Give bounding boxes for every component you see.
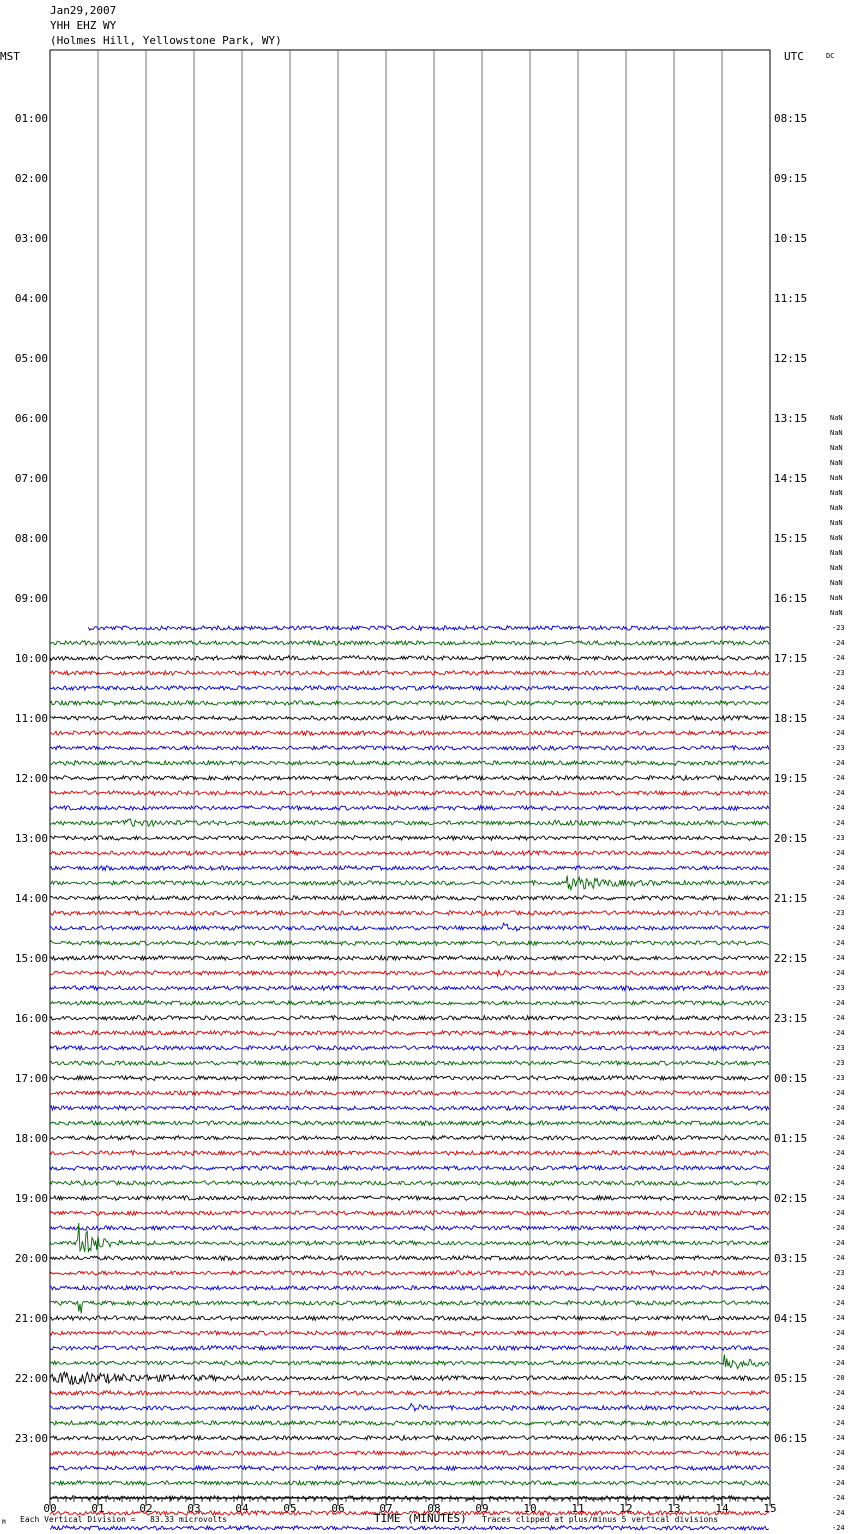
seismic-trace [50,686,769,691]
utc-hour-label: 08:15 [774,112,808,125]
trace-right-value: -24 [832,1029,845,1037]
seismic-trace [50,731,769,736]
trace-right-value: -24 [832,1299,845,1307]
x-tick-label: 11 [571,1502,585,1515]
seismic-trace [50,1226,769,1231]
trace-right-value: -24 [832,1389,845,1397]
x-tick-label: 14 [715,1502,729,1515]
trace-right-value: -24 [832,1119,845,1127]
seismic-trace [50,1211,769,1216]
trace-right-value: -24 [832,999,845,1007]
mst-hour-label: 16:00 [14,1012,48,1025]
seismic-trace [50,641,769,646]
trace-right-value: -24 [832,1149,845,1157]
trace-right-value: -23 [832,909,845,917]
utc-hour-label: 22:15 [774,952,808,965]
utc-hour-label: 02:15 [774,1192,808,1205]
mst-hour-label: 15:00 [14,952,48,965]
trace-right-value: -24 [832,1419,845,1427]
utc-hour-label: 04:15 [774,1312,808,1325]
trace-right-value: -24 [832,1014,845,1022]
trace-right-value: -24 [832,819,845,827]
trace-right-value: -23 [832,1269,845,1277]
clip-note: Traces clipped at plus/minus 5 vertical divisions [482,1515,719,1524]
seismic-trace [50,836,769,841]
seismic-trace [50,941,769,946]
seismic-trace [50,956,769,961]
corner-mark: M [2,1519,6,1526]
trace-right-value: -24 [832,1509,845,1517]
trace-right-value: -24 [832,1404,845,1412]
x-tick-label: 10 [523,1502,537,1515]
utc-hour-label: 00:15 [774,1072,808,1085]
scale-note: Each Vertical Division = 83.33 microvolts [20,1515,228,1524]
mst-hour-label: 08:00 [14,532,48,545]
mst-hour-label: 12:00 [14,772,48,785]
seismic-trace [50,1106,769,1111]
seismic-trace [50,746,769,751]
seismic-trace [50,701,769,706]
x-axis-title: TIME (MINUTES) [374,1512,467,1525]
trace-right-value: -24 [832,639,845,647]
trace-right-value: -23 [832,1044,845,1052]
trace-right-value: -24 [832,1494,845,1502]
x-tick-label: 03 [187,1502,201,1515]
seismic-trace [50,1404,769,1411]
seismic-trace [50,1166,769,1171]
seismic-trace [50,911,769,916]
seismic-trace [50,851,769,856]
seismic-trace [50,896,769,901]
mst-hour-label: 11:00 [14,712,48,725]
x-tick-label: 12 [619,1502,633,1515]
trace-right-value: -24 [832,954,845,962]
header-location: (Holmes Hill, Yellowstone Park, WY) [50,34,282,47]
trace-right-value: -24 [832,1134,845,1142]
seismic-trace [50,656,769,661]
seismic-trace [50,1451,769,1456]
x-tick-label: 06 [331,1502,345,1515]
seismic-trace [50,761,769,766]
seismic-trace [50,866,769,871]
seismic-trace [50,1271,769,1276]
seismic-trace [50,876,769,890]
seismic-trace [50,1016,769,1021]
utc-hour-label: 16:15 [774,592,808,605]
seismic-trace [50,1481,769,1486]
nan-label: NaN [830,594,843,602]
trace-right-value: -24 [832,939,845,947]
corner-label: DC [826,52,835,60]
trace-right-value: -24 [832,1284,845,1292]
trace-right-value: -24 [832,1344,845,1352]
seismic-trace [50,716,769,721]
seismic-trace [50,1121,769,1126]
trace-right-value: -23 [832,624,845,632]
trace-right-value: -24 [832,1524,845,1532]
x-tick-label: 05 [283,1502,297,1515]
right-axis-title: UTC [784,50,804,63]
trace-right-value: -23 [832,744,845,752]
trace-right-value: -24 [832,684,845,692]
utc-hour-label: 23:15 [774,1012,808,1025]
nan-label: NaN [830,429,843,437]
mst-hour-label: 04:00 [14,292,48,305]
seismic-trace [50,1196,769,1201]
nan-label: NaN [830,459,843,467]
utc-hour-label: 05:15 [774,1372,808,1385]
trace-right-value: -24 [832,894,845,902]
mst-hour-label: 05:00 [14,352,48,365]
nan-label: NaN [830,504,843,512]
trace-right-value: -24 [832,1479,845,1487]
x-tick-label: 08 [427,1502,441,1515]
utc-hour-label: 15:15 [774,532,808,545]
utc-hour-label: 01:15 [774,1132,808,1145]
seismic-trace [50,1076,769,1081]
trace-right-value: -24 [832,1359,845,1367]
utc-hour-label: 10:15 [774,232,808,245]
trace-right-value: -24 [832,1224,845,1232]
x-tick-label: 01 [91,1502,105,1515]
nan-label: NaN [830,564,843,572]
utc-hour-label: 03:15 [774,1252,808,1265]
seismic-trace [50,1091,769,1096]
seismic-trace [50,986,769,991]
nan-label: NaN [830,549,843,557]
seismic-trace [50,776,769,781]
utc-hour-label: 14:15 [774,472,808,485]
seismic-trace [50,1526,769,1531]
x-tick-label: 00 [43,1502,57,1515]
nan-label: NaN [830,579,843,587]
trace-right-value: -24 [832,969,845,977]
seismic-trace [50,819,769,826]
utc-hour-label: 12:15 [774,352,808,365]
mst-hour-label: 10:00 [14,652,48,665]
mst-hour-label: 06:00 [14,412,48,425]
nan-label: NaN [830,414,843,422]
nan-label: NaN [830,489,843,497]
trace-right-value: -23 [832,834,845,842]
trace-right-value: -24 [832,1089,845,1097]
seismic-trace [50,806,769,811]
trace-right-value: -24 [832,1179,845,1187]
trace-right-value: -24 [832,1164,845,1172]
utc-hour-label: 11:15 [774,292,808,305]
seismic-trace [50,923,769,931]
nan-label: NaN [830,609,843,617]
header-date: Jan29,2007 [50,4,117,17]
mst-hour-label: 22:00 [14,1372,48,1385]
trace-right-value: -24 [832,1104,845,1112]
seismic-trace [50,1136,769,1141]
nan-label: NaN [830,534,843,542]
trace-right-value: -24 [832,1329,845,1337]
trace-right-value: -23 [832,1074,845,1082]
mst-hour-label: 03:00 [14,232,48,245]
nan-label: NaN [830,444,843,452]
seismic-trace [50,1046,769,1051]
nan-label: NaN [830,474,843,482]
seismic-trace [50,1436,769,1441]
mst-hour-label: 14:00 [14,892,48,905]
trace-right-value: -24 [832,729,845,737]
trace-right-value: -24 [832,1239,845,1247]
utc-hour-label: 21:15 [774,892,808,905]
left-axis-title: MST [0,50,20,63]
seismic-trace [50,1061,769,1066]
seismic-trace [50,1151,769,1156]
seismic-trace [50,1421,769,1426]
header-station: YHH EHZ WY [50,19,117,32]
mst-hour-label: 18:00 [14,1132,48,1145]
utc-hour-label: 20:15 [774,832,808,845]
seismic-trace [50,1181,769,1186]
mst-hour-label: 19:00 [14,1192,48,1205]
trace-right-value: -24 [832,1314,845,1322]
mst-hour-label: 01:00 [14,112,48,125]
trace-right-value: -23 [832,984,845,992]
seismic-trace [50,1346,769,1351]
trace-right-value: -24 [832,699,845,707]
trace-right-value: -24 [832,1254,845,1262]
trace-right-value: -20 [832,1374,845,1382]
x-tick-label: 15 [763,1502,777,1515]
seismic-trace [50,1001,769,1006]
x-tick-label: 07 [379,1502,393,1515]
seismic-trace [50,1355,769,1369]
seismic-trace [50,1316,769,1321]
trace-right-value: -24 [832,849,845,857]
seismic-trace [50,1301,769,1314]
trace-right-value: -24 [832,1194,845,1202]
trace-right-value: -24 [832,774,845,782]
trace-right-value: -23 [832,669,845,677]
mst-hour-label: 02:00 [14,172,48,185]
mst-hour-label: 17:00 [14,1072,48,1085]
trace-right-value: -24 [832,879,845,887]
seismic-trace [50,671,769,676]
trace-right-value: -24 [832,1464,845,1472]
seismic-trace [50,1031,769,1036]
mst-hour-label: 09:00 [14,592,48,605]
mst-hour-label: 21:00 [14,1312,48,1325]
utc-hour-label: 13:15 [774,412,808,425]
plot-frame [50,50,770,1498]
trace-right-value: -24 [832,1434,845,1442]
seismic-trace [50,791,769,796]
trace-right-value: -24 [832,759,845,767]
mst-hour-label: 13:00 [14,832,48,845]
trace-right-value: -24 [832,1209,845,1217]
seismic-trace [50,1331,769,1336]
seismic-trace [50,1391,769,1396]
seismic-trace [50,1372,769,1384]
x-tick-label: 02 [139,1502,153,1515]
mst-hour-label: 07:00 [14,472,48,485]
seismic-trace [50,1466,769,1471]
nan-label: NaN [830,519,843,527]
trace-right-value: -24 [832,1449,845,1457]
trace-right-value: -24 [832,804,845,812]
utc-hour-label: 09:15 [774,172,808,185]
utc-hour-label: 19:15 [774,772,808,785]
trace-right-value: -23 [832,1059,845,1067]
x-tick-label: 09 [475,1502,489,1515]
utc-hour-label: 06:15 [774,1432,808,1445]
utc-hour-label: 17:15 [774,652,808,665]
trace-right-value: -24 [832,714,845,722]
seismic-trace [50,1286,769,1291]
mst-hour-label: 23:00 [14,1432,48,1445]
trace-right-value: -24 [832,654,845,662]
trace-right-value: -24 [832,789,845,797]
mst-hour-label: 20:00 [14,1252,48,1265]
seismic-trace [50,1256,769,1261]
seismic-trace [88,626,768,631]
seismic-trace [50,970,769,976]
trace-right-value: -24 [832,924,845,932]
trace-right-value: -24 [832,864,845,872]
utc-hour-label: 18:15 [774,712,808,725]
x-tick-label: 04 [235,1502,249,1515]
x-tick-label: 13 [667,1502,681,1515]
